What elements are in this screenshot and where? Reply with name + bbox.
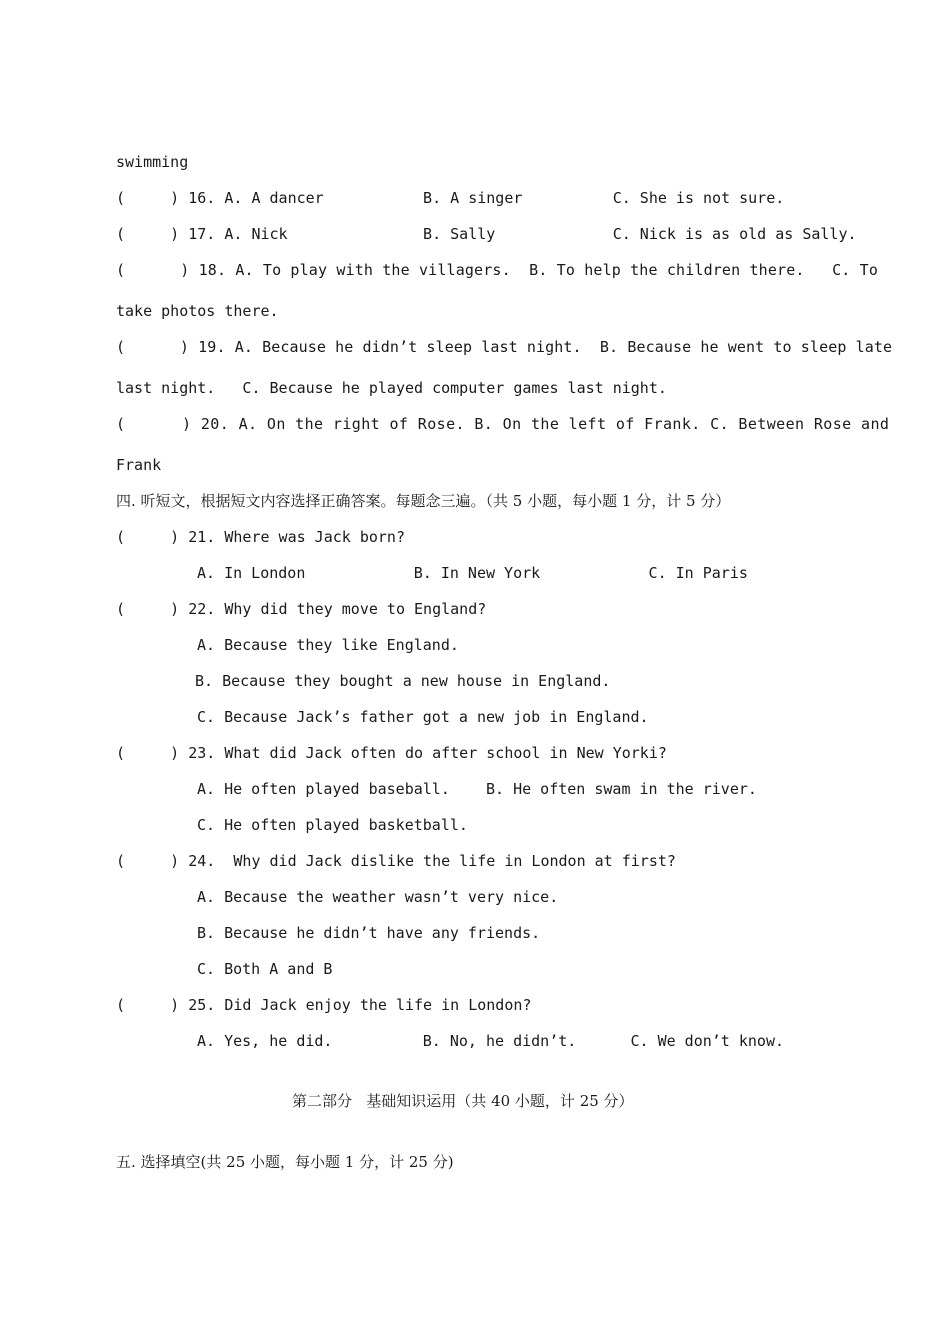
text-line: Frank	[116, 456, 162, 474]
question-19: ( ) 19. A. Because he didn’t sleep last night. B. Because he went to sleep late	[116, 338, 893, 356]
option-22-c: C. Because Jack’s father got a new job in England.	[197, 708, 649, 726]
option-24-c: C. Both A and B	[197, 960, 333, 978]
question-23: ( ) 23. What did Jack often do after school in New Yorki?	[116, 744, 667, 762]
question-16: ( ) 16. A. A dancer B. A singer C. She is not sure.	[116, 189, 785, 207]
option-24-a: A. Because the weather wasn’t very nice.	[197, 888, 559, 906]
option-22-a: A. Because they like England.	[197, 636, 459, 654]
question-22: ( ) 22. Why did they move to England?	[116, 600, 487, 618]
part-two-heading: 第二部分 基础知识运用（共 40 小题，计 25 分）	[292, 1092, 634, 1110]
question-20: ( ) 20. A. On the right of Rose. B. On the left of Frank. C. Between Rose and	[116, 415, 890, 433]
question-17: ( ) 17. A. Nick B. Sally C. Nick is as old as Sally.	[116, 225, 857, 243]
option-24-b: B. Because he didn’t have any friends.	[197, 924, 541, 942]
section-heading-4: 四. 听短文，根据短文内容选择正确答案。每题念三遍。（共 5 小题，每小题 1 分，计 5 分）	[116, 492, 731, 510]
question-24: ( ) 24. Why did Jack dislike the life in London at first?	[116, 852, 676, 870]
text-line: take photos there.	[116, 302, 279, 320]
options-21: A. In London B. In New York C. In Paris	[197, 564, 748, 582]
text-line: last night. C. Because he played computer games last night.	[116, 379, 667, 397]
text-line: swimming	[116, 153, 189, 171]
options-23-ab: A. He often played baseball. B. He often swam in the river.	[197, 780, 757, 798]
question-21: ( ) 21. Where was Jack born?	[116, 528, 405, 546]
question-18: ( ) 18. A. To play with the villagers. B. To help the children there. C. To	[116, 261, 879, 279]
options-25: A. Yes, he did. B. No, he didn’t. C. We don’t know.	[197, 1032, 784, 1050]
option-23-c: C. He often played basketball.	[197, 816, 468, 834]
question-25: ( ) 25. Did Jack enjoy the life in London?	[116, 996, 532, 1014]
option-22-b: B. Because they bought a new house in England.	[195, 672, 611, 690]
section-heading-5: 五. 选择填空(共 25 小题，每小题 1 分，计 25 分)	[116, 1153, 454, 1171]
